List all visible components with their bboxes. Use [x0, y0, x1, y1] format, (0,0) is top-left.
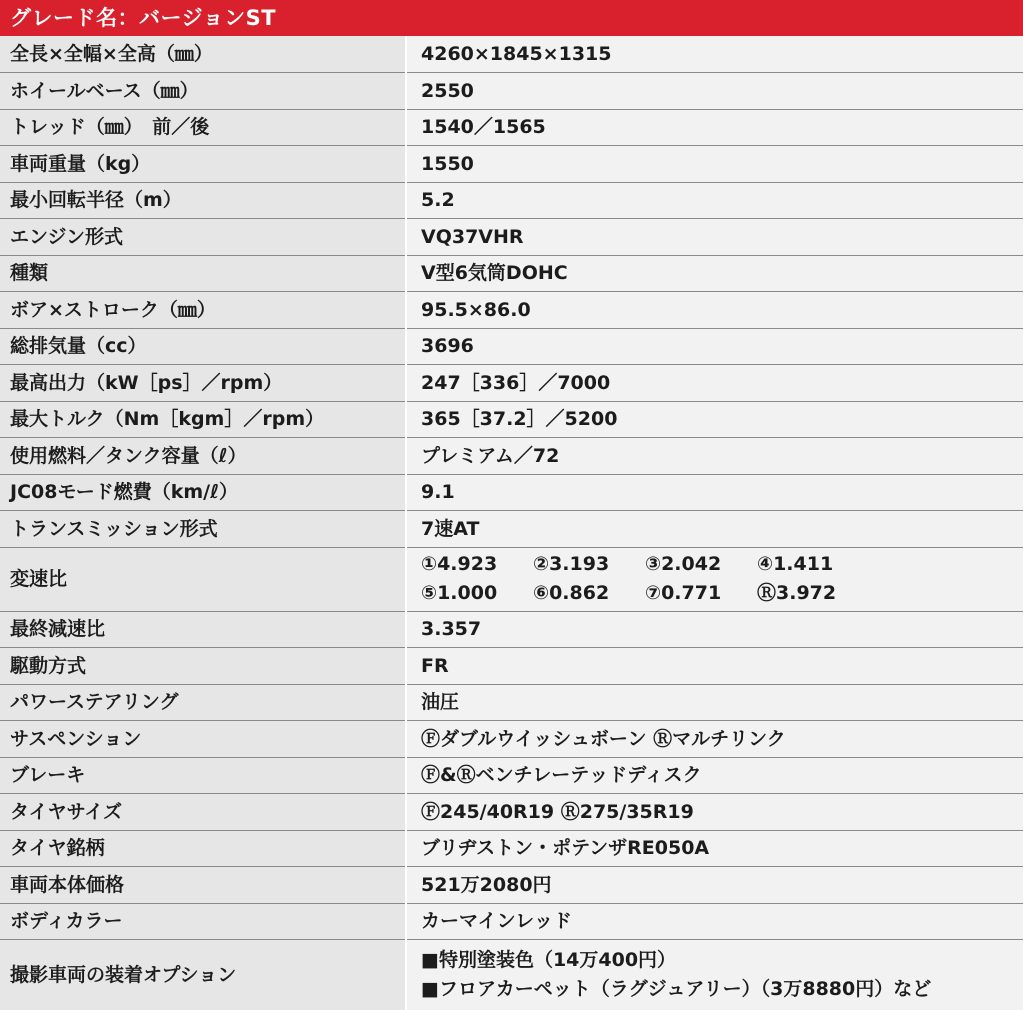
spec-value: 5.2	[406, 182, 1023, 219]
spec-value: V型6気筒DOHC	[406, 255, 1023, 292]
spec-label: ブレーキ	[0, 757, 406, 794]
gear-ratio: ②3.193	[533, 553, 610, 575]
table-row-gear-ratio	[0, 547, 1023, 611]
spec-table	[0, 36, 1023, 1010]
gear-ratio-line	[421, 579, 1023, 608]
spec-value: FR	[406, 648, 1023, 685]
gear-ratio-values	[406, 547, 1023, 611]
table-row	[0, 292, 1023, 329]
spec-value: 521万2080円	[406, 867, 1023, 904]
gear-ratio: ④1.411	[757, 553, 834, 575]
spec-label: 全長×全幅×全高（㎜）	[0, 36, 406, 73]
spec-label: 最大トルク（Nm［kgm］／rpm）	[0, 401, 406, 438]
spec-value: 7速AT	[406, 511, 1023, 548]
table-row	[0, 438, 1023, 475]
option-item: ■特別塗装色（14万400円）	[421, 948, 677, 971]
spec-value: Ⓕ245/40R19 Ⓡ275/35R19	[406, 794, 1023, 831]
table-row	[0, 255, 1023, 292]
spec-label: 変速比	[0, 547, 406, 611]
table-row	[0, 903, 1023, 940]
gear-ratio: ③2.042	[645, 553, 722, 575]
table-row	[0, 648, 1023, 685]
gear-ratio: ⑦0.771	[645, 582, 722, 604]
grade-title: グレード名：バージョンST	[0, 0, 1023, 36]
spec-label: ボディカラー	[0, 903, 406, 940]
table-row	[0, 219, 1023, 256]
table-row	[0, 757, 1023, 794]
spec-label: JC08モード燃費（km/ℓ）	[0, 474, 406, 511]
table-row	[0, 146, 1023, 183]
gear-ratio: ①4.923	[421, 553, 498, 575]
table-row	[0, 109, 1023, 146]
table-row	[0, 73, 1023, 110]
spec-label: 車両本体価格	[0, 867, 406, 904]
spec-label: 最小回転半径（m）	[0, 182, 406, 219]
table-row-options	[0, 940, 1023, 1010]
gear-ratio: ⑥0.862	[533, 582, 610, 604]
spec-value: ブリヂストン・ポテンザRE050A	[406, 830, 1023, 867]
table-row	[0, 474, 1023, 511]
spec-value: 1540／1565	[406, 109, 1023, 146]
table-row	[0, 511, 1023, 548]
table-row	[0, 182, 1023, 219]
spec-value: Ⓕ&Ⓡベンチレーテッドディスク	[406, 757, 1023, 794]
spec-value: プレミアム／72	[406, 438, 1023, 475]
spec-label: 使用燃料／タンク容量（ℓ）	[0, 438, 406, 475]
spec-value: 油圧	[406, 684, 1023, 721]
spec-value: 2550	[406, 73, 1023, 110]
spec-label: エンジン形式	[0, 219, 406, 256]
table-row	[0, 36, 1023, 73]
spec-value: 3.357	[406, 611, 1023, 648]
table-row	[0, 867, 1023, 904]
table-row	[0, 365, 1023, 402]
spec-label: 最高出力（kW［ps］／rpm）	[0, 365, 406, 402]
options-list	[406, 940, 1023, 1010]
spec-value: カーマインレッド	[406, 903, 1023, 940]
spec-value: 1550	[406, 146, 1023, 183]
spec-label: 車両重量（kg）	[0, 146, 406, 183]
spec-label: タイヤ銘柄	[0, 830, 406, 867]
spec-value: 365［37.2］／5200	[406, 401, 1023, 438]
gear-ratio: Ⓡ3.972	[757, 582, 837, 604]
spec-label: 撮影車両の装着オプション	[0, 940, 406, 1010]
spec-label: 種類	[0, 255, 406, 292]
spec-label: サスペンション	[0, 721, 406, 758]
spec-label: 駆動方式	[0, 648, 406, 685]
spec-label: 総排気量（cc）	[0, 328, 406, 365]
spec-label: トレッド（㎜） 前／後	[0, 109, 406, 146]
spec-value: Ⓕダブルウイッシュボーン Ⓡマルチリンク	[406, 721, 1023, 758]
table-row	[0, 328, 1023, 365]
spec-label: パワーステアリング	[0, 684, 406, 721]
table-row	[0, 794, 1023, 831]
table-row	[0, 401, 1023, 438]
gear-ratio-line	[421, 550, 1023, 579]
spec-value: 4260×1845×1315	[406, 36, 1023, 73]
spec-label: ボア×ストローク（㎜）	[0, 292, 406, 329]
spec-value: VQ37VHR	[406, 219, 1023, 256]
option-item: ■フロアカーペット（ラグジュアリー）（3万8880円）など	[421, 977, 932, 1000]
spec-value: 95.5×86.0	[406, 292, 1023, 329]
table-row	[0, 721, 1023, 758]
spec-value: 9.1	[406, 474, 1023, 511]
table-row	[0, 684, 1023, 721]
table-row	[0, 611, 1023, 648]
table-row	[0, 830, 1023, 867]
spec-value: 247［336］／7000	[406, 365, 1023, 402]
spec-label: トランスミッション形式	[0, 511, 406, 548]
spec-value: 3696	[406, 328, 1023, 365]
gear-ratio: ⑤1.000	[421, 582, 498, 604]
spec-label: ホイールベース（㎜）	[0, 73, 406, 110]
spec-label: 最終減速比	[0, 611, 406, 648]
spec-label: タイヤサイズ	[0, 794, 406, 831]
